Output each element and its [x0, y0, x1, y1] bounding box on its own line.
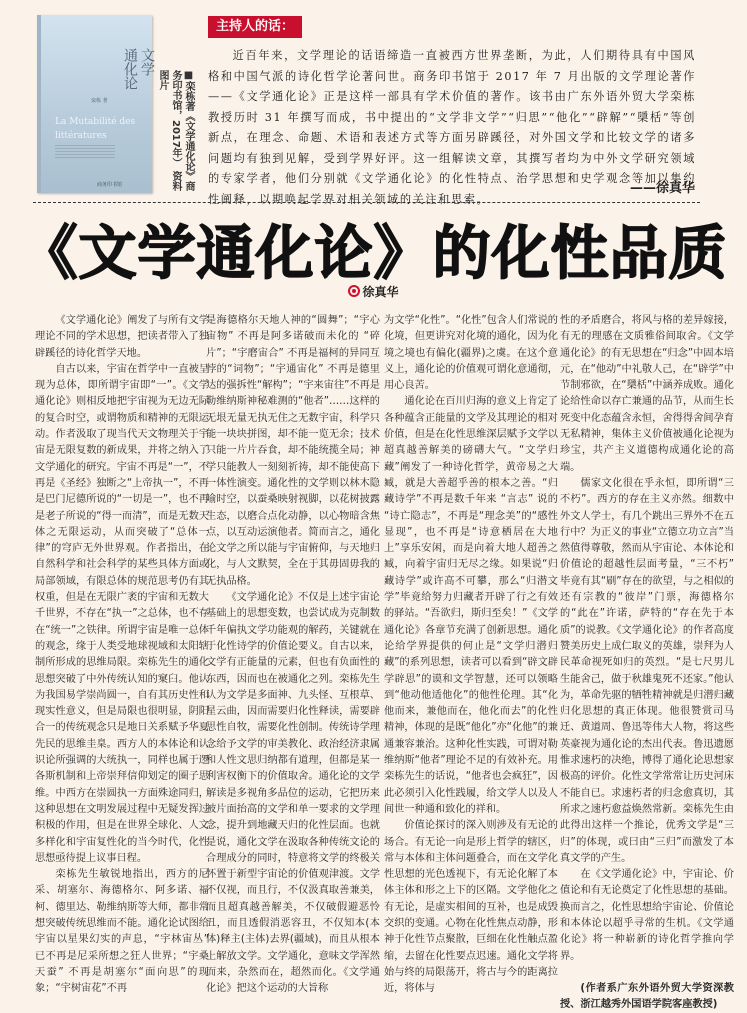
host-remarks-text: 近百年来，文学理论的话语缔造一直被西方世界垄断，为此，人们期待具有中国风格和中国气派的诗化哲学论著问世。商务印书馆于 2017 年 7 月出版的文学理论著作——《文学通化论》正是这样一部具有学术价值的著作。该书由广东外语外贸大学栾栋教授历时 31 年撰写而成，书中提出的“文学非文学”“归思”“他化”“辟解”“檃栝”等创新点，在理念、命题、术语和表述方式等方面另辟蹊径，对外国文学和比较文学的诸多问题均有独到见解，受到学界好评。这一组解读文章，其撰写者均为中外文学研究领域的专家学者，他们分别就《文学通化论》的化性特点、治学思想和史学观念等加以集约性阐释，以期唤起学界对相关领域的关注和思索。: [208, 49, 696, 206]
paragraph: 在《文学通化论》中，宇宙论、价值论和有无论奠定了化性思想的基础。换而言之，化性思想给宇宙论、价值论和本体论以超乎寻常的生机。《文学通化论》将一种崭新的诗化哲学推向学界。: [560, 869, 734, 962]
book-cover-image: [37, 15, 155, 193]
book-cover-publisher: 商务印书馆: [97, 182, 123, 188]
book-cover-author: 栾栋 著: [91, 98, 108, 104]
author-note: (作者系广东外语外贸大学资深教授、浙江越秀外国语学院客座教授): [560, 982, 734, 1011]
paragraph: 价值论探讨的深入则涉及有无论的场合。有无论一向是形上哲学的辖区，常与本体和主体问题叠合，而在文学化性思想的光色透视下，有无论化解了本体主体和形之上下的区隔。文学他化之有无论，是虚实相间的互补，也是成毁交织的变通。心物在化性焦点动静，形神于化性节点聚散，巨细在化性触点盈缩，去留在化性要点迟速。通化文学将始与终的局限荡开，将古与今的距离拉近，将体与: [384, 820, 558, 995]
paragraph: 是海德格尔天地人神的“圆舞”；“宇心宙物” 不再是阿多诺破而未化的 “碎片”；“宇磨宙合” 不再是福柯的异同互悖的“词物”；“宇通宙化” 不再是德里达的强拆性“解构”；“宇来宙往”不再是勒维纳斯神秘难测的“他者”……这样的无垠无量无执无住之无数宇宙，科学只能一块块拼图，却不能一览无余；技术只能一片片吞食，却不能统揽全局；神学只能教人一刻刻祈祷，却不能使高下一体性演变。通化性的文学则以林木隐喻时空，以蚕桑映射视脚，以花树披露生态，以磨合点化动静，以心物暗含焦点，以互动运演他者。简而言之，通化论文学之所以能与宇宙俯仰，与天地归化，与人文默契，全在于其毋固毋我的无执品格。: [206, 315, 380, 587]
host-signature: ——徐真华: [629, 181, 695, 196]
paragraph: 自古以来，宇宙在哲学中一直被呈现为总体，即所谓宇宙即“一”。《文学通化论》则相反地把宇宙视为无边无际的复合时空，或谓物质和精神的无限运动。作者汲取了现当代天文物理关于宇宙是无限复数的新成果，并将之纳入了文学通化的研究。宇宙不再是“一”，不再是《圣经》独断之“上帝执一”，不再是巴门尼德所说的“一切是一”，也不再是老子所说的“得一而清”，而是无数天体之无限运动，从而突破了“总体一律”的穹庐无外世界观。作者指出，在自然科学和社会科学的某些具体方面或局部领域，有限总体的规范思考仍有其权重，但是在无限广袤的宇宙和无数大千世界，不存在“执一”之总体，也不存在“统一”之铁律。所谓宇宙是唯一总体的观念，缘于人类受地球视域和太阳辖制所形成的思维局限。栾栋先生的通化思想突破了中外传统认知的窠臼。他认为我国易学崇尚圆一，自有其历史性和现实性意义，但是局限也很明显，阴阳合一的传统观念只是地日关系赋予华夏先民的思维圭臬。西方人的本体论和认识论所强调的大统执一，同样也属于逻各斯机制和上帝崇拜信仰划定的圈子思维。中西方在崇圆执一方面殊途同归，这种思想在文明发展过程中无疑发挥过积极的作用，但是在世界全球化、人文多样化和宇宙复性化的当今时代，化性思想亟待提上议事日程。: [35, 363, 209, 864]
article-column-3: [384, 313, 558, 995]
article-column-4: [560, 313, 734, 1011]
paragraph: 性的矛盾磨合，将风与格的差异嫁接，有无的理感在文质雅俗间取舍。《文学通化论》的有无思想在“归念”中固本培元，在“他动”中礼敬人己，在“辟学”中节制邪欲，在“檃栝”中涵养成败。通化论给性命以存亡兼通的品节，从而生长死变中化态蕴含永恒，舍得得舍间孕育无私精神，集体主义价值被通化论视为珍宝，共产主义道德构成通化论的高端。: [560, 315, 734, 473]
paragraph: 《文学通化论》不仅是上述宇宙论基础上的思想变数，也尝试成为克制数千年偏执文学功能观的解药，关键就在于化性诗学的价值论要义。自古以来，文学有正能量的元素，但也有负面性的东西，因而也在被通化之列。栾栋先生认为文学是多面神、九头怪、互根草、星云曲，因而需要归化性释读，需要辟思性自牧，需要化性创制。传统诗学理念给予文学的审美教化、政治经济隶属和人性文思归纳都有道理，但都是某一利害权衡下的价值取舍。通化论的文学解读是多视角多品位的运动，它把历来被片面抬高的文学和单一要求的文学理念，提升到地藏天归的化性层面。也就是说，通化文学在汲取各种传统文论的合理成分的同时，特意将文学的终极关怀置于新型宇宙论的价值观津渡。文学不仅视，而且行，不仅汲真取善兼美，而且超真越善解美，不仅破假避恶怜丑，而且透假消恶容丑，不仅知本(本体)释主(主体)去界(疆域)，而且从根本上解放文学。文学通化，意味文学浑然而来，杂然而在，超然而化。《文学通化论》把这个运动的大旨称: [206, 592, 380, 995]
byline-target-icon: [348, 285, 360, 297]
paragraph: 栾栋先生敏锐地指出，西方的尼采、胡塞尔、海德格尔、阿多诺、福柯、德里达、勒维纳斯等大师，都非常想突破传统思维而不能。通化论试图给宇宙以星果幻实的声息，“宇林宙丛” 已不再是尼采所想之狂人世界；“宇桑天蚕” 不再是胡塞尔“面向思”的现象；“宇树宙花”不再: [35, 869, 209, 995]
paragraph: 为文学“化性”。“化性”包含人们常说的化境，但更讲究对化境的通化，因为化境之境也有偏化(疆界)之虞。在这个意义上，通化论的价值观可谓化意通彻，用心良苦。: [384, 315, 558, 392]
article-byline: [0, 283, 747, 300]
paragraph: 《文学通化论》阐发了与所有文学理论不同的学术思想，把读者带入了独辟蹊径的诗化哲学天地。: [35, 315, 209, 359]
book-spine: [37, 15, 41, 193]
article-column-1: [35, 313, 209, 995]
image-caption: [156, 70, 195, 195]
dashed-divider: [33, 202, 700, 203]
byline-author: 徐真华: [362, 285, 399, 299]
paragraph: 通化论在百川归海的意义上肯定了各种蕴含正能量的文学及其理论的相对价值，但是在化性思维深层赋予文学以超真越善解美的磅礴大气。“文学归藏”阐发了一种诗化哲学，黄帝易之大臧，就是大善超乎善的根本之善。“归藏诗学”不再是数千年来 “言志” 说的 “诗亡隐志”，不再是“理念美”的“感性显现”，也不再是“诗意栖居在大地上”享乐安闲，而是向着大地人超善之臧，向着宇宙归无尽之缘。如果说“归藏诗学”或许高不可攀，那么“归潜文学”毕竟给努力归藏者开辟了行之有效的驿站。“吾欲归，斯归至矣！”《文学通化论》各章节充满了创新思想。通化论给学界提供的何止是“文学归潜归藏”的系列思想，读者可以看到“辟文辟学辟思”的谟和文学智慧，还可以领略到“他动他适他化”的他性伦理。其“化他而来，兼他而在，他化而去”的化性精神，体现的是既“他化”亦“化他”的兼通兼容兼治。这种化性实践，可谓对勒维纳斯“他者”理论不足的有效补充。用栾栋先生的话说，“他者也会疯狂”，因此必须引入化性践履，给文学人以及人间世一种通和致化的祥和。: [384, 396, 558, 815]
book-cover-title: 文学 通化论: [122, 48, 155, 90]
caption-line-1: ■栾栋著《文学通化论》商: [183, 70, 194, 191]
host-remarks-badge: 主持人的话：: [208, 16, 302, 38]
article-headline: 《文学通化论》的化性品质: [19, 219, 728, 287]
book-cover-blurb: [55, 145, 115, 159]
article-column-2: [206, 313, 380, 995]
paragraph: 儒家文化很在乎永恒，即所谓“三不朽”。西方的存在主义亦然。细数中外文人学士，有几个跳出三界外不在五行中？为正义的事业“立德立功立言”当然值得尊敬，然而从宇宙论、本体论和价值论的超越性层面考量，“三不朽” 毕竟有其“刷”存在的欲望，与之相似的还有宗教的“彼岸”门票，海德格尔的“此在”许诺，萨特的“存在先于本质”的说教。《文学通化论》的作者高度赞美历史上成仁取义的英雄，崇拜为人民革命视死如归的英烈。“是七尺男儿生能舍己，做于秋雄鬼死不还家。”他认为，革命先驱的牺牲精神就是归潜归藏归化思想的真正体现。他很赞赏司马迁、黄道周、鲁迅等伟大人物，将这些英豪视为通化论的杰出代表。鲁迅遗愿惟求速朽的决绝，博得了通化论思想家极高的评价。化性文学常常让历史河床不能自已。求速朽者的归念愈真切，其所求之速朽愈益焕然常新。栾栋先生由此得出这样一个推论，优秀文学是“三归”的体现，或曰由“三归”而激发了本真文学的产生。: [560, 477, 734, 864]
caption-line-2: 务印书馆，2017年） 资料图片: [157, 70, 181, 192]
book-cover-latin-title: La Mutabilité des littératures: [55, 117, 136, 141]
